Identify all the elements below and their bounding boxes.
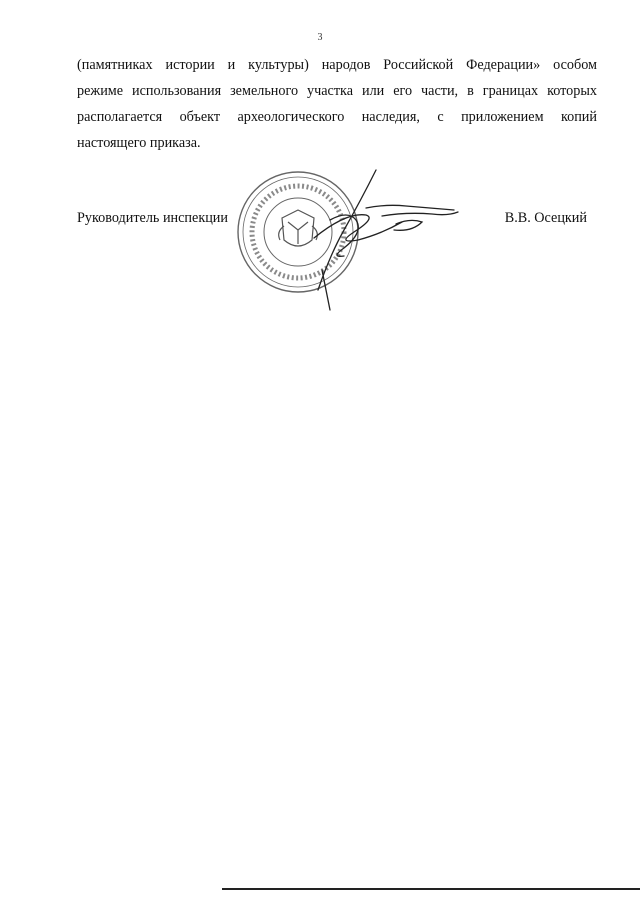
- body-line: (памятниках истории и культуры) народов Российской Федерации» особом: [77, 57, 597, 73]
- body-line: настоящего приказа.: [77, 135, 201, 151]
- signer-name: В.В. Осецкий: [504, 210, 587, 226]
- signer-position: Руководитель инспекции: [77, 210, 228, 226]
- body-paragraph: [77, 52, 597, 156]
- page-number: 3: [317, 32, 323, 43]
- seal-and-signature: [226, 160, 476, 320]
- body-line: режиме использования земельного участка или его части, в границах которых: [77, 83, 597, 99]
- official-seal-icon: [226, 160, 476, 320]
- bottom-border-line: [222, 888, 640, 890]
- body-line: располагается объект археологического наследия, с приложением копий: [77, 109, 597, 125]
- signature-block: [77, 210, 597, 240]
